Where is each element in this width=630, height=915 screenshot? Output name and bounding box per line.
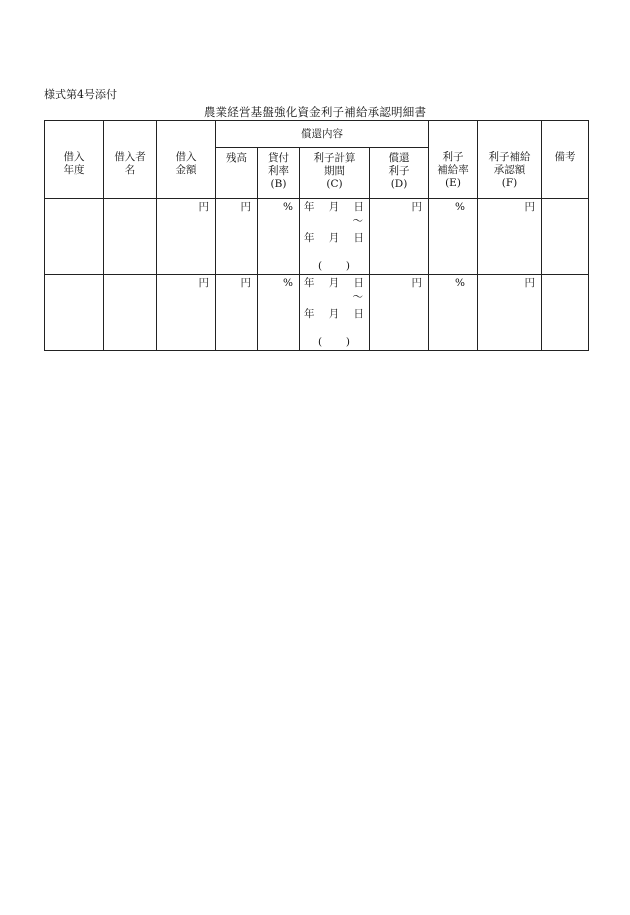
cell-borrow-amount (157, 199, 216, 275)
header-subsidy-rate: 利子 補給率 (E) (429, 121, 478, 199)
range-tilde: ～ (352, 291, 363, 303)
cell-remarks (542, 199, 589, 275)
year-unit: 年 (304, 201, 315, 213)
form-number-label: 様式第4号添付 (44, 88, 117, 101)
header-borrow-year: 借入 年度 (45, 121, 104, 199)
month-unit: 月 (328, 277, 340, 289)
year-unit: 年 (304, 308, 315, 320)
range-tilde: ～ (352, 215, 363, 227)
cell-repaid-interest (370, 199, 429, 275)
table-row (45, 199, 589, 275)
header-borrow-amount: 借入 金額 (157, 121, 216, 199)
yen-unit: 円 (198, 277, 209, 289)
cell-approved-amount (478, 275, 542, 351)
yen-unit: 円 (240, 201, 251, 213)
yen-unit: 円 (411, 201, 422, 213)
paren-open: ( (318, 260, 323, 272)
day-unit: 日 (353, 201, 364, 213)
day-unit: 日 (353, 232, 364, 244)
cell-balance (216, 199, 258, 275)
day-unit: 日 (353, 308, 364, 320)
paren-close: ) (345, 336, 350, 348)
cell-remarks (542, 275, 589, 351)
header-remarks: 備考 (542, 121, 589, 199)
header-interest-period: 利子計算 期間 (C) (300, 148, 370, 199)
percent-unit: % (455, 201, 465, 213)
month-unit: 月 (328, 308, 340, 320)
cell-repaid-interest (370, 275, 429, 351)
header-approved-amount: 利子補給 承認額 (F) (478, 121, 542, 199)
percent-unit: % (283, 201, 293, 213)
paren-open: ( (318, 336, 323, 348)
cell-lending-rate (258, 199, 300, 275)
table-row (45, 275, 589, 351)
document-title: 農業経営基盤強化資金利子補給承認明細書 (203, 105, 427, 119)
cell-borrow-amount (157, 275, 216, 351)
cell-subsidy-rate (429, 199, 478, 275)
cell-lending-rate (258, 275, 300, 351)
cell-borrower-name (104, 275, 157, 351)
day-unit: 日 (353, 277, 364, 289)
year-unit: 年 (304, 277, 315, 289)
header-lending-rate: 貸付 利率 (B) (258, 148, 300, 199)
yen-unit: 円 (524, 277, 535, 289)
cell-interest-period (300, 275, 370, 351)
cell-borrow-year (45, 199, 104, 275)
cell-balance (216, 275, 258, 351)
header-repayment-details: 償還内容 (216, 121, 429, 148)
header-balance: 残高 (216, 148, 258, 199)
month-unit: 月 (328, 232, 340, 244)
header-borrower-name: 借入者 名 (104, 121, 157, 199)
cell-borrow-year (45, 275, 104, 351)
cell-approved-amount (478, 199, 542, 275)
subsidy-detail-table (44, 120, 589, 351)
paren-close: ) (345, 260, 350, 272)
percent-unit: % (455, 277, 465, 289)
cell-subsidy-rate (429, 275, 478, 351)
header-repaid-interest: 償還 利子 (D) (370, 148, 429, 199)
yen-unit: 円 (198, 201, 209, 213)
cell-interest-period (300, 199, 370, 275)
yen-unit: 円 (240, 277, 251, 289)
cell-borrower-name (104, 199, 157, 275)
year-unit: 年 (304, 232, 315, 244)
yen-unit: 円 (524, 201, 535, 213)
month-unit: 月 (328, 201, 340, 213)
percent-unit: % (283, 277, 293, 289)
yen-unit: 円 (411, 277, 422, 289)
